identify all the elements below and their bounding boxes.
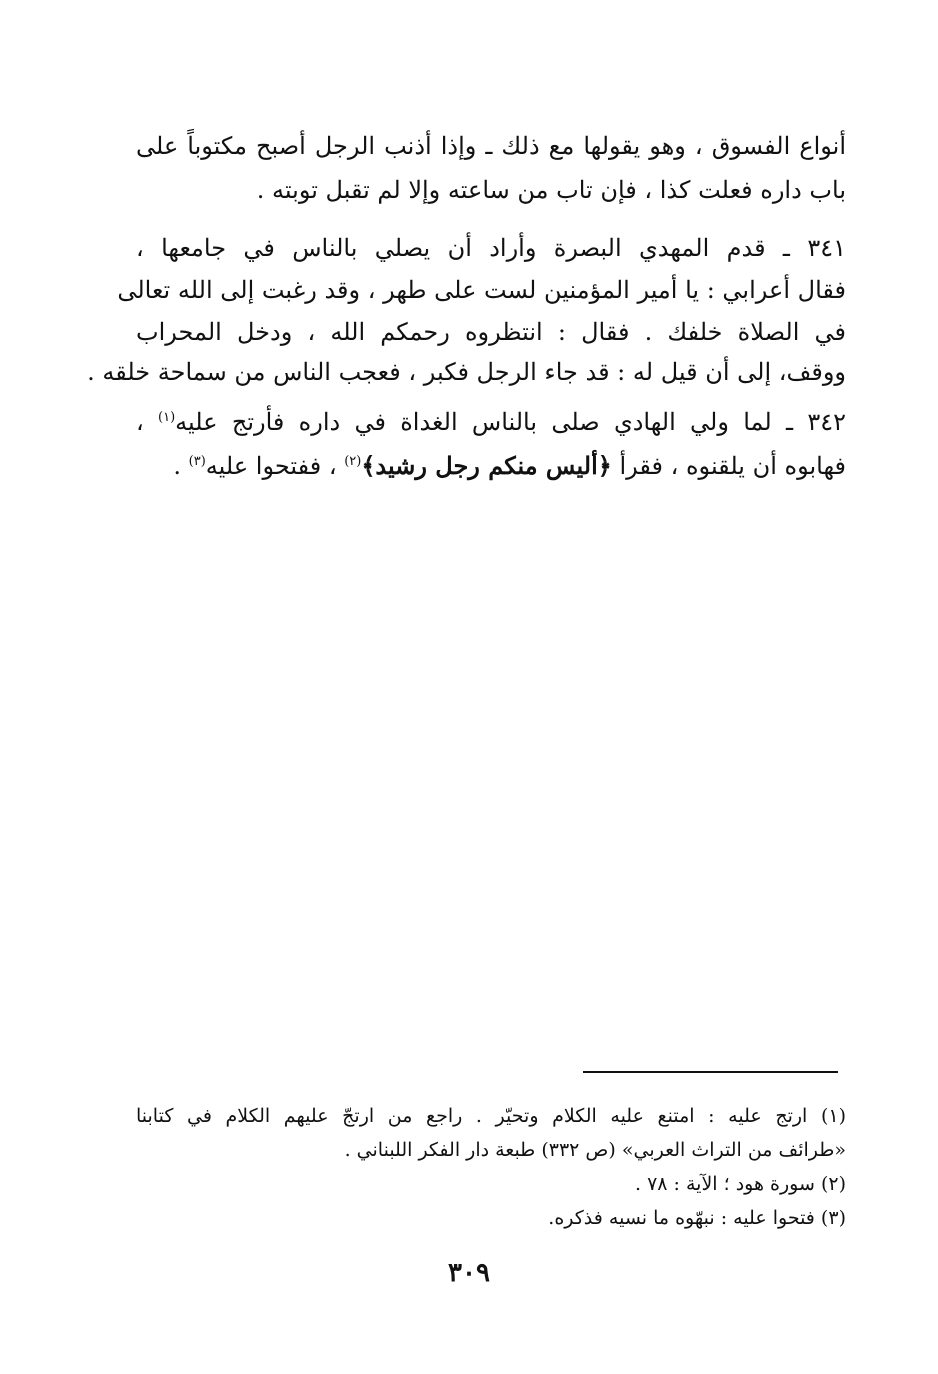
footnote-line: «طرائف من التراث العربي» (ص ٣٣٢) طبعة دار الفكر اللبناني . <box>344 1139 846 1161</box>
footnote-ref: (٢) <box>344 454 362 469</box>
body-text: فهابوه أن يلقنوه ، فقرأ <box>611 452 846 480</box>
footnote-separator <box>583 1071 838 1073</box>
body-text: ، <box>136 408 159 436</box>
footnote-line: (٢) سورة هود ؛ الآية : ٧٨ . <box>635 1173 846 1195</box>
body-line: في الصلاة خلفك . فقال : انتظروه رحمكم الله ، ودخل المحراب <box>136 318 846 346</box>
page-number: ٣٠٩ <box>448 1258 490 1288</box>
body-line: ٣٤١ ـ قدم المهدي البصرة وأراد أن يصلي بالناس في جامعها ، <box>136 234 846 262</box>
quran-quote: ﴿أليس منكم رجل رشيد﴾ <box>361 451 612 480</box>
footnote-ref: (١) <box>158 410 176 425</box>
footnote-ref: (٣) <box>188 454 206 469</box>
body-text: ، ففتحوا عليه <box>205 452 345 480</box>
body-text: ٣٤٢ ـ لما ولي الهادي صلى بالناس الغداة في داره فأرتج عليه <box>175 408 847 436</box>
body-line: فقال أعرابي : يا أمير المؤمنين لست على طهر ، وقد رغبت إلى الله تعالى <box>117 276 846 304</box>
body-line: أنواع الفسوق ، وهو يقولها مع ذلك ـ وإذا أذنب الرجل أصبح مكتوباً على <box>136 132 846 160</box>
body-text: . <box>173 452 189 480</box>
body-line <box>136 444 846 488</box>
footnote-line: (٣) فتحوا عليه : نبهّوه ما نسيه فذكره. <box>548 1207 846 1229</box>
body-line: ووقف، إلى أن قيل له : قد جاء الرجل فكبر ، فعجب الناس من سماحة خلقه . <box>87 358 846 386</box>
footnote-line: (١) ارتج عليه : امتنع عليه الكلام وتحيّر . راجع من ارتجّ عليهم الكلام في كتابنا <box>136 1105 846 1127</box>
body-line <box>136 400 846 444</box>
body-line: باب داره فعلت كذا ، فإن تاب من ساعته وإلا لم تقبل توبته . <box>256 176 846 204</box>
